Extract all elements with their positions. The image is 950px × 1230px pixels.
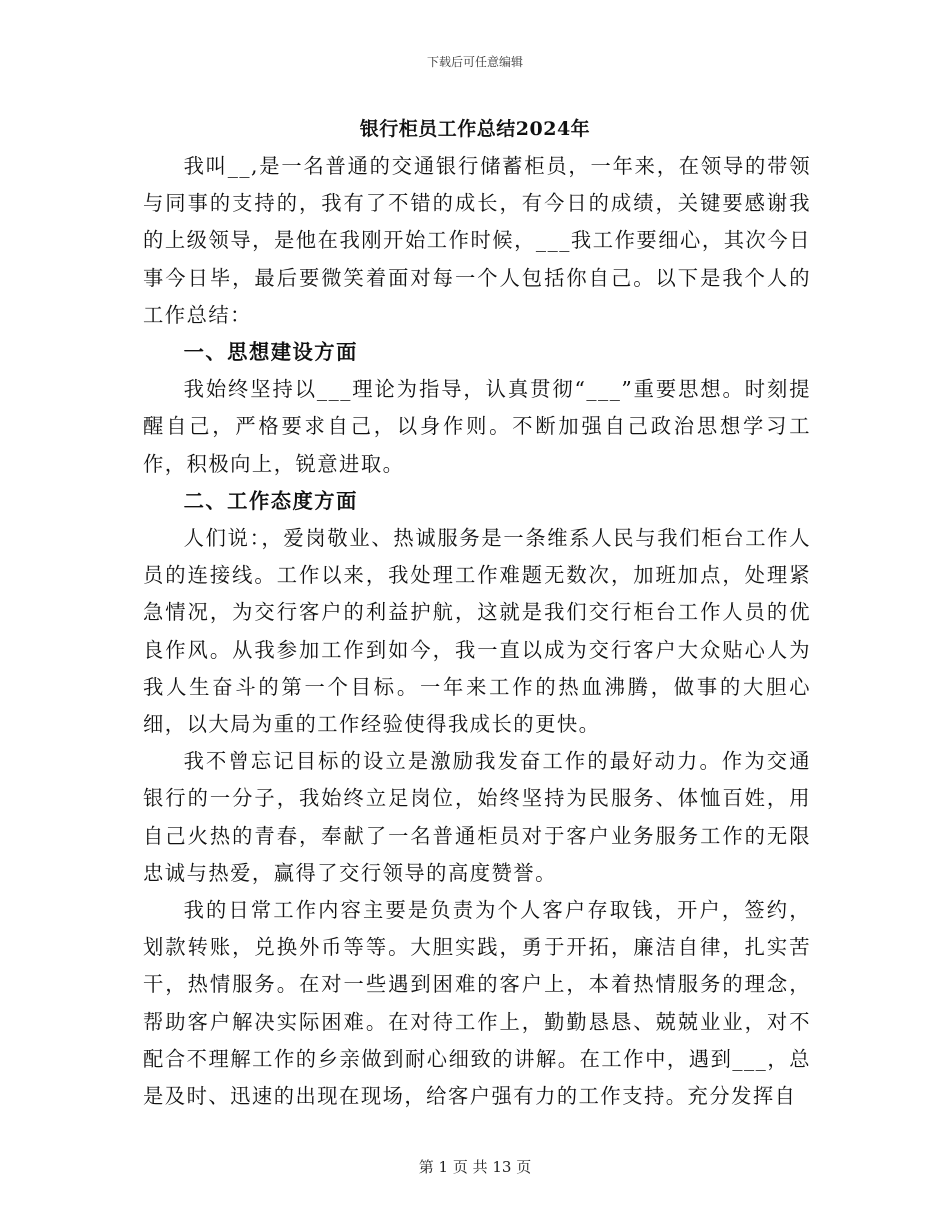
paragraph-intro: 我叫__,是一名普通的交通银行储蓄柜员，一年来，在领导的带领与同事的支持的，我有了不错的成长，有今日的成绩，关键要感谢我的上级领导，是他在我刚开始工作时候，___我工作要细心，其次今日事今日毕，最后要微笑着面对每一个人包括你自己。以下是我个人的工作总结： — [143, 154, 811, 327]
header-note: 下载后可任意编辑 — [426, 55, 523, 69]
document-body — [143, 148, 811, 1115]
paragraph-goals: 我不曾忘记目标的设立是激励我发奋工作的最好动力。作为交通银行的一分子，我始终立足岗位，始终坚持为民服务、体恤百姓，用自己火热的青春，奉献了一名普通柜员对于客户业务服务工作的无限忠诚与热爱，赢得了交行领导的高度赞誉。 — [143, 749, 811, 885]
paragraph-attitude: 人们说：，爱岗敬业、热诚服务是一条维系人民与我们柜台工作人员的连接线。工作以来，我处理工作难题无数次，加班加点，处理紧急情况，为交行客户的利益护航，这就是我们交行柜台工作人员的优良作风。从我参加工作到如今，我一直以成为交行客户大众贴心人为我人生奋斗的第一个目标。一年来工作的热血沸腾，做事的大胆心细，以大局为重的工作经验使得我成长的更快。 — [143, 526, 811, 737]
document-title: 银行柜员工作总结2024年 — [359, 118, 591, 140]
section-heading-ideology: 一、思想建设方面 — [183, 340, 358, 365]
paragraph-daily-work: 我的日常工作内容主要是负责为个人客户存取钱，开户，签约，划款转账，兑换外币等等。大胆实践，勇于开拓，廉洁自律，扎实苦干，热情服务。在对一些遇到困难的客户上，本着热情服务的理念，帮助客户解决实际困难。在对待工作上，勤勤恳恳、兢兢业业，对不配合不理解工作的乡亲做到耐心细致的讲解。在工作中，遇到___，总是及时、迅速的出现在现场，给客户强有力的工作支持。充分发挥自 — [143, 898, 811, 1109]
paragraph-ideology: 我始终坚持以___理论为指导，认真贯彻“___”重要思想。时刻提醒自己，严格要求自己，以身作则。不断加强自己政治思想学习工作，积极向上，锐意进取。 — [143, 377, 811, 476]
section-heading-attitude: 二、工作态度方面 — [183, 488, 358, 513]
page-indicator: 第 1 页 共 13 页 — [418, 1158, 532, 1176]
